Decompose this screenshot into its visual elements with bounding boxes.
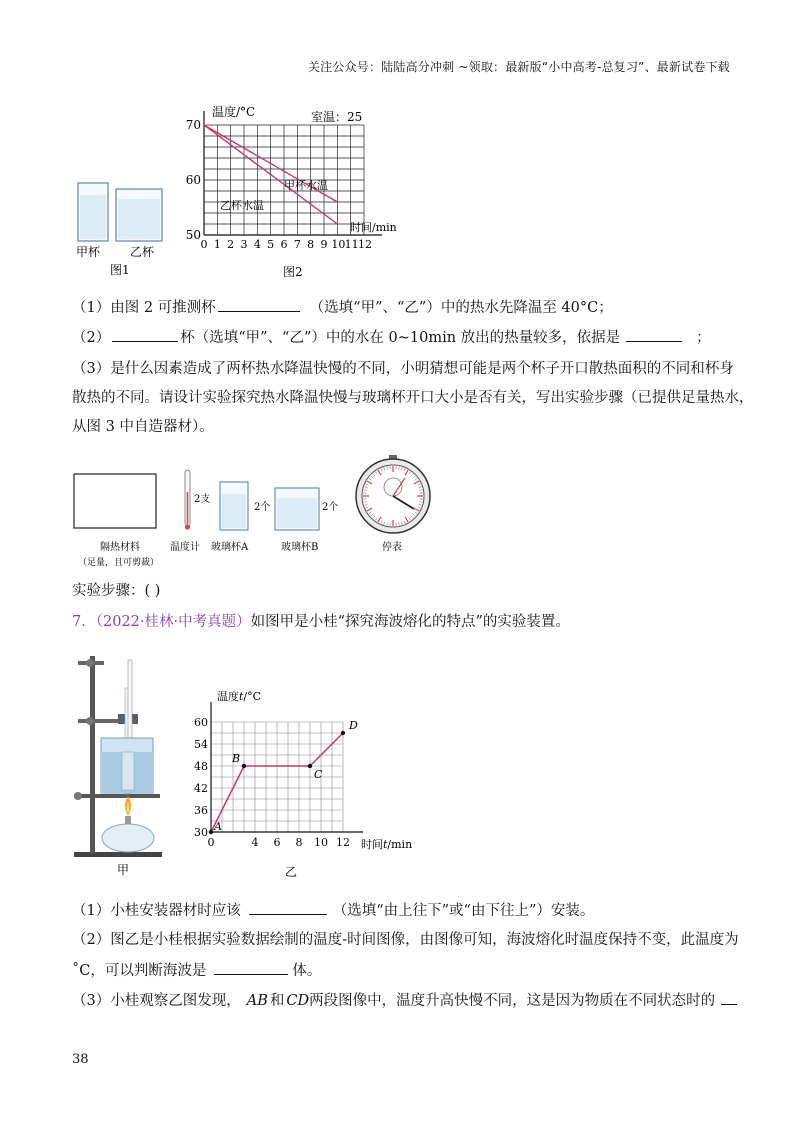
- cup-b-drawing: [116, 189, 162, 241]
- q7-part2-line1: （2）图乙是小桂根据实验数据绘制的温度-时间图像，由图像可知，海波熔化时温度保持不变，此温度为: [72, 932, 739, 948]
- x-tick-label: 10: [331, 238, 346, 251]
- q7-part3-prefix: （3）小桂观察乙图发现，: [72, 993, 241, 1009]
- point-label: C: [314, 768, 323, 781]
- figure-yi-chart: [185, 680, 425, 880]
- q6-part3-line1: （3）是什么因素造成了两杯热水降温快慢的不同，小明猜想可能是两个杯子开口散热面积的不同和杯身: [72, 361, 734, 377]
- data-point: [341, 731, 345, 735]
- q7-part1-suffix: （选填“由上往下”或“由下往上”）安装。: [332, 903, 595, 919]
- page-number: 38: [72, 1052, 89, 1067]
- x-tick-label: 0: [200, 238, 208, 251]
- q6-part2-suffix: ；: [696, 330, 711, 346]
- q6-part1-blank[interactable]: [218, 297, 300, 312]
- x-tick-label: 12: [336, 836, 350, 849]
- q7-part3-cd: CD: [286, 993, 310, 1009]
- q7-part1: [72, 900, 594, 921]
- glass-cup-b-count: 2个: [322, 502, 339, 513]
- q7-part2-line2-suffix: 体。: [292, 963, 322, 979]
- y-tick-label: 48: [194, 760, 208, 773]
- glass-cup-b-drawing: [275, 488, 319, 530]
- q6-part1: [72, 297, 613, 318]
- x-tick-label: 2: [227, 238, 235, 251]
- stopwatch-drawing: [356, 455, 430, 533]
- q7-part3-blank[interactable]: [721, 990, 737, 1005]
- insulation-material-drawing: [74, 474, 156, 528]
- thermometer-label: 温度计: [170, 542, 200, 553]
- y-tick-label: 54: [194, 738, 208, 751]
- page-header: 关注公众号：陆陆高分冲刺 ~领取：最新版“小中高考-总复习”、最新试卷下载: [307, 60, 730, 74]
- x-tick-label: 12: [358, 238, 372, 251]
- data-point: [209, 830, 213, 834]
- q6-part1-suffix: （选填“甲”、“乙”）中的热水先降温至 40°C；: [309, 300, 613, 316]
- data-point: [308, 764, 312, 768]
- x-tick-label: 7: [293, 238, 301, 251]
- point-label: D: [349, 719, 358, 732]
- data-point: [242, 764, 246, 768]
- cup-a-drawing: [78, 183, 108, 241]
- q6-part3-line3: 从图 3 中自造器材）。: [72, 419, 214, 435]
- x-tick-label: 1: [213, 238, 221, 251]
- point-label: A: [214, 820, 222, 833]
- y-tick-label: 60: [185, 173, 201, 187]
- q7-part2-line2: [72, 960, 321, 981]
- apparatus-jia: [70, 648, 170, 878]
- figure2-chart: [180, 100, 430, 285]
- figure1: [70, 175, 170, 285]
- x-tick-label: 4: [251, 836, 259, 849]
- cup-a-label: 甲杯: [76, 245, 101, 259]
- q7-part3-and: 和: [269, 993, 285, 1009]
- q7-part3-ab: AB: [246, 993, 268, 1009]
- glass-cup-a-label: 玻璃杯A: [211, 542, 249, 553]
- x-tick-label: 10: [314, 836, 328, 849]
- q6-part2-middle: 杯（选填“甲”、“乙”）中的水在 0~10min 放出的热量较多，依据是: [180, 330, 621, 346]
- y-tick-label: 60: [194, 716, 208, 729]
- q7-part3-suffix: 两段图像中，温度升高快慢不同，这是因为物质在不同状态时的: [309, 993, 716, 1009]
- apparatus-caption: 甲: [117, 863, 130, 877]
- q6-part2: [72, 327, 711, 348]
- x-tick-label: 8: [295, 836, 303, 849]
- q6-part2-blank1[interactable]: [112, 327, 178, 342]
- figure-yi-caption: 乙: [285, 865, 298, 879]
- x-tick-label: 6: [280, 238, 288, 251]
- y-tick-label: 42: [194, 782, 208, 795]
- q7-part3: [72, 990, 737, 1011]
- q7-part1-prefix: （1）小桂安装器材时应该: [72, 903, 241, 919]
- glass-cup-a-drawing: [220, 482, 248, 530]
- x-tick-label: 8: [307, 238, 315, 251]
- series-b-label: 乙杯水温: [220, 199, 264, 212]
- figure2-caption: 图2: [283, 265, 303, 279]
- x-tick-label: 0: [207, 836, 215, 849]
- y-tick-label: 50: [185, 228, 201, 242]
- figure1-caption: 图1: [110, 263, 130, 277]
- y-tick-label: 36: [194, 804, 208, 817]
- figure-yi-xlabel: 时间t/min: [361, 838, 413, 851]
- x-tick-label: 9: [320, 238, 328, 251]
- figure2-ylabel: 温度/°C: [212, 105, 256, 119]
- q6-part1-prefix: （1）由图 2 可推测杯: [72, 300, 216, 316]
- x-tick-label: 11: [344, 238, 359, 251]
- q7-source: （2022·桂林·中考真题）: [95, 614, 251, 630]
- x-tick-label: 6: [273, 836, 281, 849]
- figure3: [70, 452, 440, 574]
- point-label: B: [232, 752, 241, 765]
- q6-part3-line2: 散热的不同。请设计实验探究热水降温快慢与玻璃杯开口大小是否有关，写出实验步骤（已提供足量热水，: [72, 390, 754, 406]
- q7-number: 7．: [72, 614, 96, 630]
- insulation-label: 隔热材料: [100, 542, 140, 553]
- y-tick-label: 30: [194, 826, 208, 839]
- figure2-room-temp: 室温：25: [311, 110, 363, 124]
- thermometer-count: 2支: [194, 494, 211, 505]
- glass-cup-b-label: 玻璃杯B: [281, 542, 319, 553]
- q7-part2-blank[interactable]: [214, 960, 288, 975]
- steps-label: 实验步骤：( ): [72, 583, 161, 599]
- q7-part1-blank[interactable]: [249, 900, 327, 915]
- x-tick-label: 5: [267, 238, 275, 251]
- series-a-label: 甲杯水温: [284, 179, 328, 192]
- x-tick-label: 4: [253, 238, 261, 251]
- cup-b-label: 乙杯: [130, 245, 155, 259]
- q7-part2-line2-prefix: ˚C，可以判断海波是: [72, 963, 207, 979]
- y-tick-label: 70: [185, 118, 201, 132]
- x-tick-label: 3: [240, 238, 248, 251]
- q7-stem-text: 如图甲是小桂“探究海波熔化的特点”的实验装置。: [250, 614, 570, 630]
- glass-cup-a-count: 2个: [254, 502, 271, 513]
- stopwatch-label: 停表: [382, 542, 402, 553]
- insulation-note: （足量，且可剪裁）: [78, 558, 160, 568]
- thermometer-drawing: [185, 470, 190, 530]
- q7-stem: [72, 612, 570, 632]
- figure2-xlabel: 时间/min: [350, 221, 397, 234]
- q6-part2-blank2[interactable]: [626, 327, 682, 342]
- q6-part2-prefix: （2）: [72, 330, 111, 346]
- figure-yi-ylabel: 温度t/°C: [217, 690, 262, 703]
